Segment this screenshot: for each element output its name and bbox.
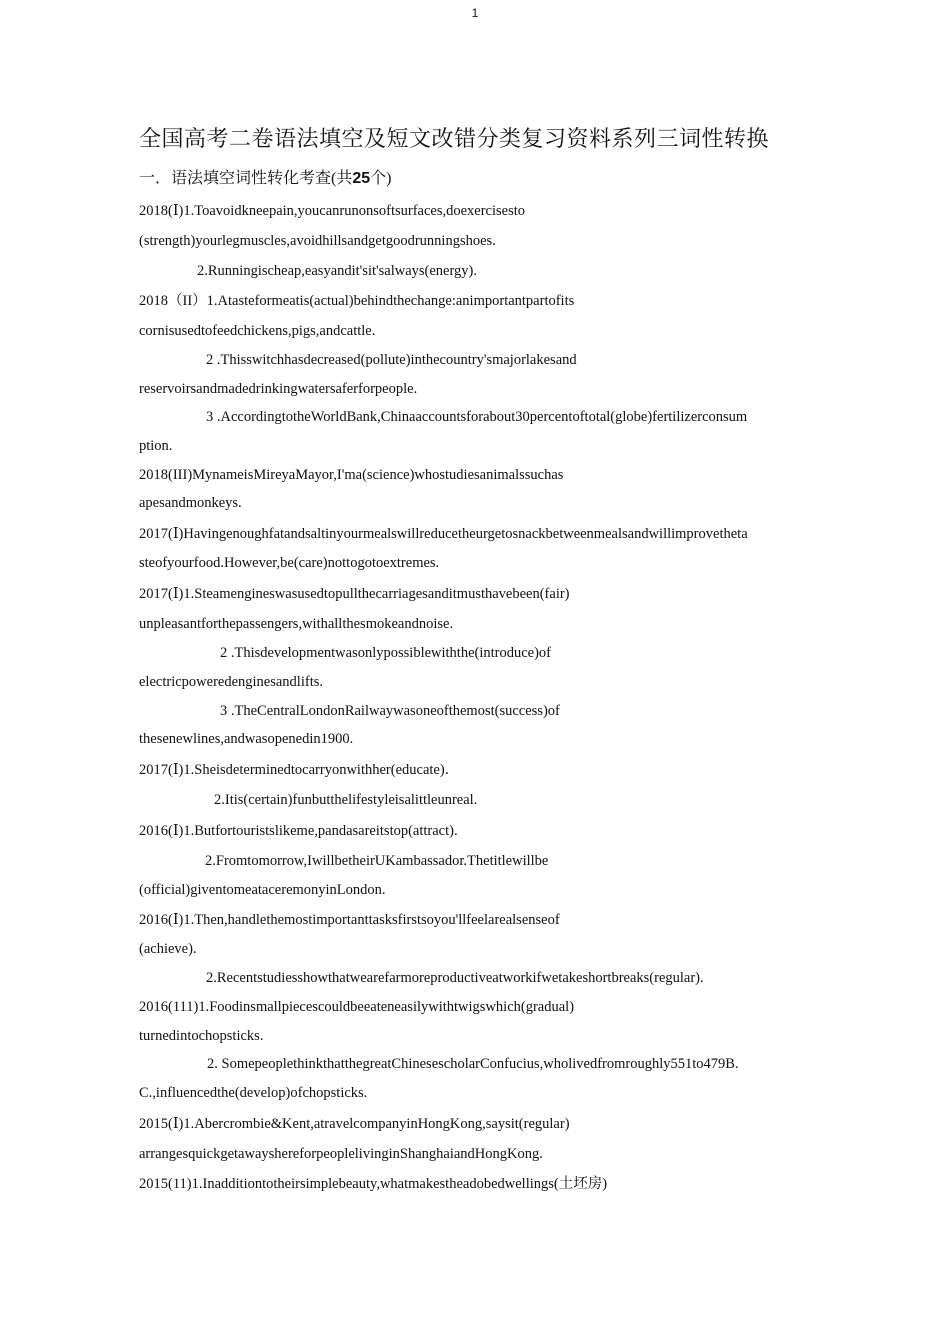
- text-line: 2017(Ⅰ)1.Sheisdeterminedtocarryonwithher(educate)．: [139, 762, 460, 778]
- document-title: 全国高考二卷语法填空及短文改错分类复习资料系列三词性转换: [139, 126, 770, 151]
- text-line: 3 .AccordingtotheWorldBank,Chinaaccountsforabout30percentoftotal(globe)fertilizerconsum: [206, 409, 748, 425]
- text-line: 2015(Ⅰ)1.Abercrombie&Kent,atravelcompanyinHongKong,saysit(regular): [139, 1116, 570, 1132]
- text-line: 2016(Ⅰ)1.Butfortouristslikeme,pandasareitstop(attract).: [139, 823, 458, 839]
- text-line: ption.: [139, 438, 173, 454]
- text-line: C.,influencedthe(develop)ofchopsticks.: [139, 1085, 368, 1101]
- text-line: (official)giventomeataceremonyinLondon.: [139, 882, 386, 898]
- text-line: turnedintochopsticks.: [139, 1028, 264, 1044]
- text-line: apesandmonkeys.: [139, 495, 242, 511]
- text-line: 2.Fromtomorrow,IwillbetheirUKambassador.Thetitlewillbe: [205, 853, 549, 869]
- text-line: 2016(Ⅰ)1.Then,handlethemostimportanttasksfirstsoyou'llfeelarealsenseof: [139, 912, 560, 928]
- text-line: thesenewlines,andwasopenedin1900.: [139, 731, 354, 747]
- text-line: (achieve).: [139, 941, 197, 957]
- text-line: electricpoweredenginesandlifts.: [139, 674, 323, 690]
- section-heading-suffix: 个): [370, 170, 392, 187]
- text-line: 2018(Ⅰ)1.Toavoidkneepain,youcanrunonsoftsurfaces,doexercisesto: [139, 203, 526, 219]
- section-heading: [139, 165, 391, 188]
- question-count: 25: [352, 170, 371, 187]
- text-line: 3 .TheCentralLondonRailwaywasoneofthemost(success)of: [220, 703, 560, 719]
- text-line: 2.Itis(certain)funbutthelifestyleisalittleunreal.: [214, 792, 478, 808]
- text-line: cornisusedtofeedchickens,pigs,andcattle.: [139, 323, 376, 339]
- text-line: 2.Runningischeap,easyandit'sit'salways(energy).: [197, 263, 477, 279]
- text-line: 2 .Thisdevelopmentwasonlypossiblewiththe(introduce)of: [220, 645, 552, 661]
- section-heading-prefix: 一．语法填空词性转化考查(共: [139, 170, 353, 187]
- text-line: arrangesquickgetawayshereforpeoplelivinginShanghaiandHongKong.: [139, 1146, 543, 1162]
- text-line: unpleasantforthepassengers,withallthesmokeandnoise.: [139, 616, 454, 632]
- page-number: 1: [471, 6, 479, 20]
- text-line: 2015(11)1.Inadditiontotheirsimplebeauty,whatmakestheadobedwellings(土坯房): [139, 1176, 608, 1192]
- text-line: steofyourfood.However,be(care)nottogotoextremes.: [139, 555, 440, 571]
- text-line: 2017(Ⅰ)Havingenoughfatandsaltinyourmealswillreducetheurgetosnackbetweenmealsandwillimprovetheta: [139, 526, 748, 542]
- text-line: 2018(III)MynameisMireyaMayor,I'ma(science)whostudiesanimalssuchas: [139, 467, 564, 483]
- text-line: reservoirsandmadedrinkingwatersaferforpeople.: [139, 381, 418, 397]
- text-line: 2. SomepeoplethinkthatthegreatChinesescholarConfucius,wholivedfromroughly551to479B.: [207, 1056, 739, 1072]
- text-line: (strength)yourlegmuscles,avoidhillsandgetgoodrunningshoes.: [139, 233, 496, 249]
- text-line: 2018（II）1.Atasteformeatis(actual)behindthechange:animportantpartofits: [139, 293, 575, 309]
- text-line: 2017(Ⅰ)1.Steamengineswasusedtopullthecarriagesanditmusthavebeen(fair): [139, 586, 570, 602]
- text-line: 2 .Thisswitchhasdecreased(pollute)inthecountry'smajorlakesand: [206, 352, 577, 368]
- text-line: 2.Recentstudiesshowthatwearefarmoreproductiveatworkifwetakeshortbreaks(regular).: [206, 970, 704, 986]
- text-line: 2016(111)1.Foodinsmallpiecescouldbeeateneasilywithtwigswhich(gradual): [139, 999, 575, 1015]
